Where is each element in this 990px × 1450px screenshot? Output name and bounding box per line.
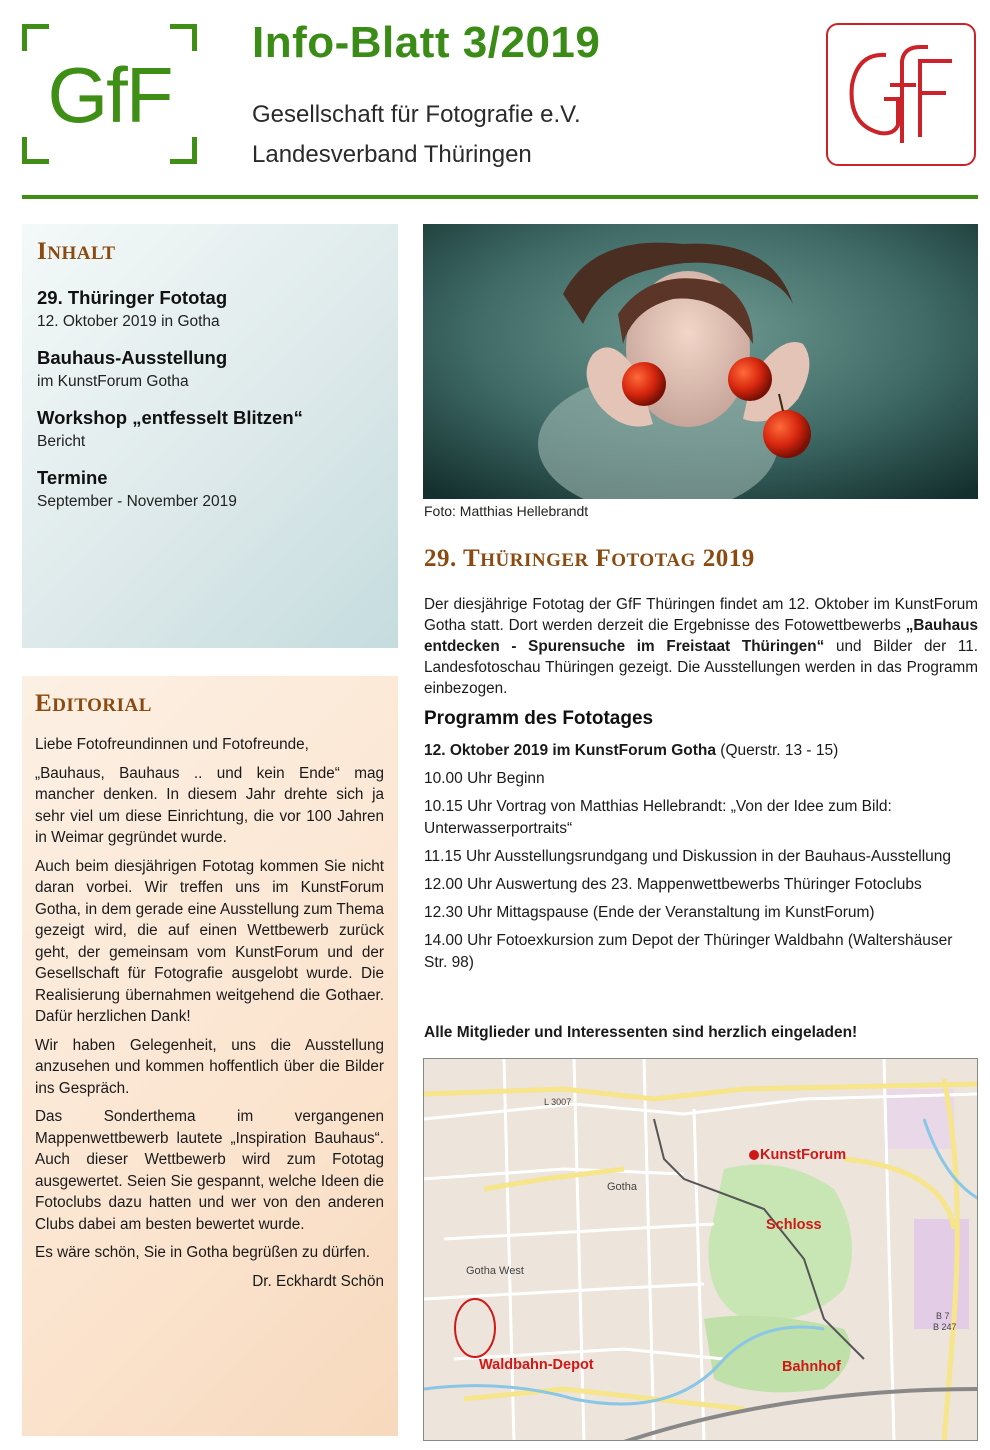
frame-corner	[170, 137, 197, 164]
list-item-title: Bauhaus-Ausstellung	[37, 347, 228, 368]
list-item-title: 29. Thüringer Fototag	[37, 287, 228, 308]
page-subtitle	[252, 95, 581, 175]
heading-part: 2019	[695, 545, 755, 572]
heading-rest: NHALT	[47, 243, 116, 264]
intro-text: Der diesjährige Fototag der GfF Thüringen findet am 12. Oktober im KunstForum Gotha statt. Dort werden derzeit die Ergebnisse des Fotowettbewerbs	[424, 596, 978, 634]
fototag-intro	[424, 594, 978, 699]
editorial-text	[35, 734, 384, 1299]
frame-corner	[22, 24, 49, 51]
header-divider	[22, 195, 978, 199]
map-graphic	[424, 1059, 978, 1441]
contents-list	[37, 284, 387, 524]
list-item[interactable]	[37, 344, 387, 393]
list-item[interactable]	[37, 404, 387, 453]
editorial-heading	[35, 690, 152, 718]
program-item: 12.00 Uhr Auswertung des 23. Mappenwettbewerbs Thüringer Fotoclubs	[424, 876, 922, 893]
list-item-sub: September - November 2019	[37, 493, 237, 510]
fototag-heading	[424, 545, 755, 573]
list-item[interactable]	[37, 284, 387, 333]
program-item: 10.15 Uhr Vortrag von Matthias Hellebrandt: „Von der Idee zum Bild: Unterwasserportraits“	[424, 798, 892, 837]
program-item: 10.00 Uhr Beginn	[424, 770, 545, 787]
editorial-box	[22, 676, 398, 1436]
program-date	[424, 740, 978, 762]
program-item: 14.00 Uhr Fotoexkursion zum Depot der Thüringer Waldbahn (Waltershäuser Str. 98)	[424, 932, 953, 971]
subtitle-line-2: Landesverband Thüringen	[252, 141, 532, 168]
map-label-bahnhof: Bahnhof	[782, 1359, 841, 1375]
frame-corner	[22, 137, 49, 164]
map-label-waldbahn-depot: Waldbahn-Depot	[479, 1357, 594, 1373]
underwater-portrait-photo	[423, 224, 978, 499]
list-item-sub: Bericht	[37, 433, 86, 450]
map-label-gotha-west: Gotha West	[466, 1265, 524, 1277]
map-label-schloss: Schloss	[766, 1217, 822, 1233]
list-item-sub: im KunstForum Gotha	[37, 373, 189, 390]
gff-logo-red	[826, 23, 976, 166]
intro-text: und Bilder der 11. Landesfotoschau Thüringen gezeigt. Die Ausstellungen werden in das Programm einbezogen.	[424, 638, 979, 697]
gff-logo-green	[22, 24, 197, 164]
paragraph: Wir haben Gelegenheit, uns die Ausstellung anzusehen und kommen hoffentlich über die Bilder ins Gespräch.	[35, 1036, 384, 1097]
program-date-rest: (Querstr. 13 - 15)	[715, 742, 839, 759]
invitation: Alle Mitglieder und Interessenten sind herzlich eingeladen!	[424, 1024, 858, 1041]
paragraph: Auch beim diesjährigen Fototag kommen Sie nicht daran vorbei. Wir treffen uns im KunstForum Gotha, in dem gerade eine Ausstellung zum Thema gezeigt wird, die auf einen Wettbewerb zurück geht, der gemeinsam vom KunstForum und der Gesellschaft für Fotografie ausgelobt wurde. Die Realisierung übernahmen weitgehend die Gothaer. Dafür herzlichen Dank!	[35, 857, 384, 1025]
heading-part: 29. T	[424, 545, 481, 572]
map-label-kunstforum: KunstForum	[760, 1147, 847, 1163]
contents-heading	[37, 238, 116, 266]
page-title: Info-Blatt 3/2019	[252, 18, 601, 67]
gff-logo-red-icon	[828, 25, 974, 164]
heading-initial: I	[37, 238, 48, 265]
paragraph: Das Sonderthema im vergangenen Mappenwettbewerb lautete „Inspiration Bauhaus“. Auch dieser Wettbewerb wird zum Fototag ausgewertet. Seien Sie gespannt, welche Ideen die Fotoclubs dazu hatten und wer von den anderen Clubs dabei am besten bewertet wurde.	[35, 1108, 384, 1233]
photo-caption: Foto: Matthias Hellebrandt	[424, 503, 589, 519]
program-date-bold: 12. Oktober 2019 im KunstForum Gotha	[424, 742, 716, 759]
heading-part: HÜRINGER	[480, 550, 589, 571]
photo-image	[423, 224, 978, 499]
list-item[interactable]	[37, 464, 387, 513]
frame-corner	[170, 24, 197, 51]
contents-box	[22, 224, 398, 648]
heading-initial: E	[35, 690, 53, 717]
map-label-gotha: Gotha	[607, 1181, 637, 1193]
program-title: Programm des Fototages	[424, 708, 654, 729]
heading-part: F	[588, 545, 612, 572]
paragraph: „Bauhaus, Bauhaus .. und kein Ende“ mag mancher denken. In diesem Jahr drehte sich ja sehr viel um diese Einrichtung, die vor 100 Jahren in Weimar gegründet wurde.	[35, 764, 384, 846]
list-item-title: Termine	[37, 467, 108, 488]
map-label-road: B 7	[936, 1311, 950, 1321]
map-label-road: B 247	[933, 1322, 957, 1332]
paragraph: Es wäre schön, Sie in Gotha begrüßen zu dürfen.	[35, 1244, 371, 1261]
map-label-road: L 3007	[544, 1097, 572, 1107]
paragraph: Liebe Fotofreundinnen und Fotofreunde,	[35, 736, 309, 753]
subtitle-line-1: Gesellschaft für Fotografie e.V.	[252, 101, 581, 128]
intro-bold: „Bauhaus entdecken - Spurensuche im Freistaat Thüringen“	[424, 617, 978, 655]
city-map[interactable]	[423, 1058, 978, 1441]
list-item-sub: 12. Oktober 2019 in Gotha	[37, 313, 220, 330]
heading-rest: DITORIAL	[52, 695, 152, 716]
heading-part: OTOTAG	[611, 550, 696, 571]
program-list	[424, 740, 978, 980]
program-item: 11.15 Uhr Ausstellungsrundgang und Diskussion in der Bauhaus-Ausstellung	[424, 848, 952, 865]
signature: Dr. Eckhardt Schön	[252, 1272, 384, 1290]
program-item: 12.30 Uhr Mittagspause (Ende der Veranstaltung im KunstForum)	[424, 904, 875, 921]
logo-text: GfF	[47, 51, 172, 139]
list-item-title: Workshop „entfesselt Blitzen“	[37, 407, 303, 428]
